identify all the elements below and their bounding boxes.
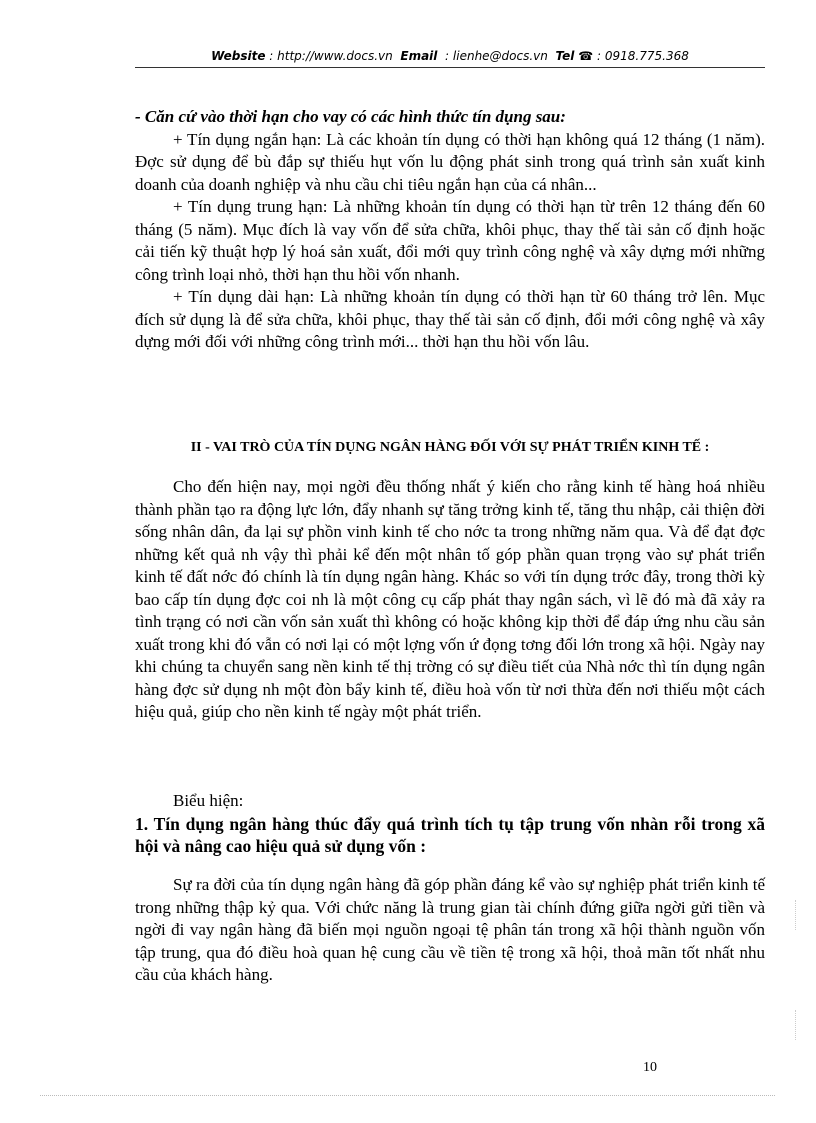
phone-icon: ☎ — [578, 49, 594, 63]
page-header — [135, 46, 765, 66]
margin-mark — [795, 1010, 800, 1040]
section-loan-term — [135, 106, 765, 354]
tel-separator: : — [593, 49, 605, 63]
section-role-body — [135, 476, 765, 724]
email-separator: : — [441, 49, 453, 63]
sub-paragraph: Sự ra đời của tín dụng ngân hàng đã góp phần đáng kể vào sự nghiệp phát triển kinh tế trong những thập kỷ qua. Với chức năng là trung gian tài chính đứng giữa ngời gửi tiền và ngời đi vay ngân hàng đã biến mọi nguồn ngoại tệ phân tán trong xã hội thành nguồn vốn tập trung, qua đó điều hoà quan hệ cung cầu về tiền tệ trong xã hội, thoả mãn tốt nhất nhu cầu của khách hàng. — [135, 875, 765, 984]
sub-heading: 1. Tín dụng ngân hàng thúc đẩy quá trình tích tụ tập trung vốn nhàn rỗi trong xã hội và nâng cao hiệu quả sử dụng vốn : — [135, 813, 765, 856]
role-paragraph: Cho đến hiện nay, mọi ngời đều thống nhất ý kiến cho rằng kinh tế hàng hoá nhiều thành phần tạo ra động lực lớn, đẩy nhanh sự tăng trởng kinh tế, tăng thu nhập, cải thiện đời sống nhân dân, đa lại sự phồn vinh kinh tế cho nớc ta trong những năm qua. Và để đạt đợc những kết quả nh vậy thì phải kể đến một nhân tố góp phần quan trọng vào sự phát triển kinh tế đất nớc đó chính là tín dụng ngân hàng. Khác so với tín dụng trớc đây, trong thời kỳ bao cấp tín dụng đợc coi nh là một công cụ cấp phát thay ngân sách, vì lẽ đó mà đã xảy ra tình trạng có nơi cần vốn sản xuất thì không có hoặc không kịp thời để đáp ứng nhu cầu sản xuất trong khi đó vẫn có nơi lại có một lợng vốn ứ đọng tơng đối lớn trong xã hội. Ngày nay khi chúng ta chuyển sang nền kinh tế thị trờng có sự điều tiết của Nhà nớc thì tín dụng ngân hàng đợc sử dụng nh một đòn bẩy kinh tế, điều hoà vốn từ nơi thừa đến nơi thiếu một cách hiệu quả, giúp cho nền kinh tế ngày một phát triển. — [135, 477, 765, 721]
bieu-hien-label: Biểu hiện: — [173, 791, 244, 810]
short-term-credit-paragraph: + Tín dụng ngắn hạn: Là các khoản tín dụng có thời hạn không quá 12 tháng (1 năm). Đợc sử dụng để bù đắp sự thiếu hụt vốn lu động phát sinh trong quá trình sản xuất kinh doanh của doanh nghiệp và nhu cầu chi tiêu ngắn hạn của cá nhân... — [135, 129, 765, 194]
email-value[interactable]: lienhe@docs.vn — [452, 49, 548, 63]
margin-mark — [795, 900, 800, 930]
long-term-credit-paragraph: + Tín dụng dài hạn: Là những khoản tín dụng có thời hạn từ 60 tháng trở lên. Mục đích sử dụng là để sửa chữa, khôi phục, thay thế tài sản cố định, đổi mới công nghệ và xây dựng mới đối với những công trình mới... thời hạn thu hồi vốn lâu. — [135, 287, 765, 351]
section-title: - Căn cứ vào thời hạn cho vay có các hình thức tín dụng sau: — [135, 107, 566, 126]
medium-term-credit-paragraph: + Tín dụng trung hạn: Là những khoản tín dụng có thời hạn từ trên 12 tháng đến 60 tháng (5 năm). Mục đích là vay vốn để sửa chữa, khôi phục, thay thế tài sản cố định hoặc cải tiến kỹ thuật hợp lý hoá sản xuất, đổi mới quy trình công nghệ và xây dựng mới những công trình loại nhỏ, thời hạn thu hồi vốn nhanh. — [135, 197, 765, 284]
email-label: Email — [400, 49, 438, 63]
page-number: 10 — [643, 1060, 657, 1075]
header-divider — [135, 67, 765, 68]
website-url[interactable]: http://www.docs.vn — [277, 49, 393, 63]
tel-value: 0918.775.368 — [604, 49, 689, 63]
tel-label: Tel — [555, 49, 575, 63]
section-heading-role: II - VAI TRÒ CỦA TÍN DỤNG NGÂN HÀNG ĐỐI VỚI SỰ PHÁT TRIỂN KINH TẾ : — [190, 440, 710, 455]
section-manifestation — [135, 790, 765, 858]
website-separator: : — [265, 49, 278, 63]
website-label: Website — [211, 49, 266, 63]
section-sub-body — [135, 874, 765, 987]
page-bottom-divider — [40, 1095, 775, 1096]
